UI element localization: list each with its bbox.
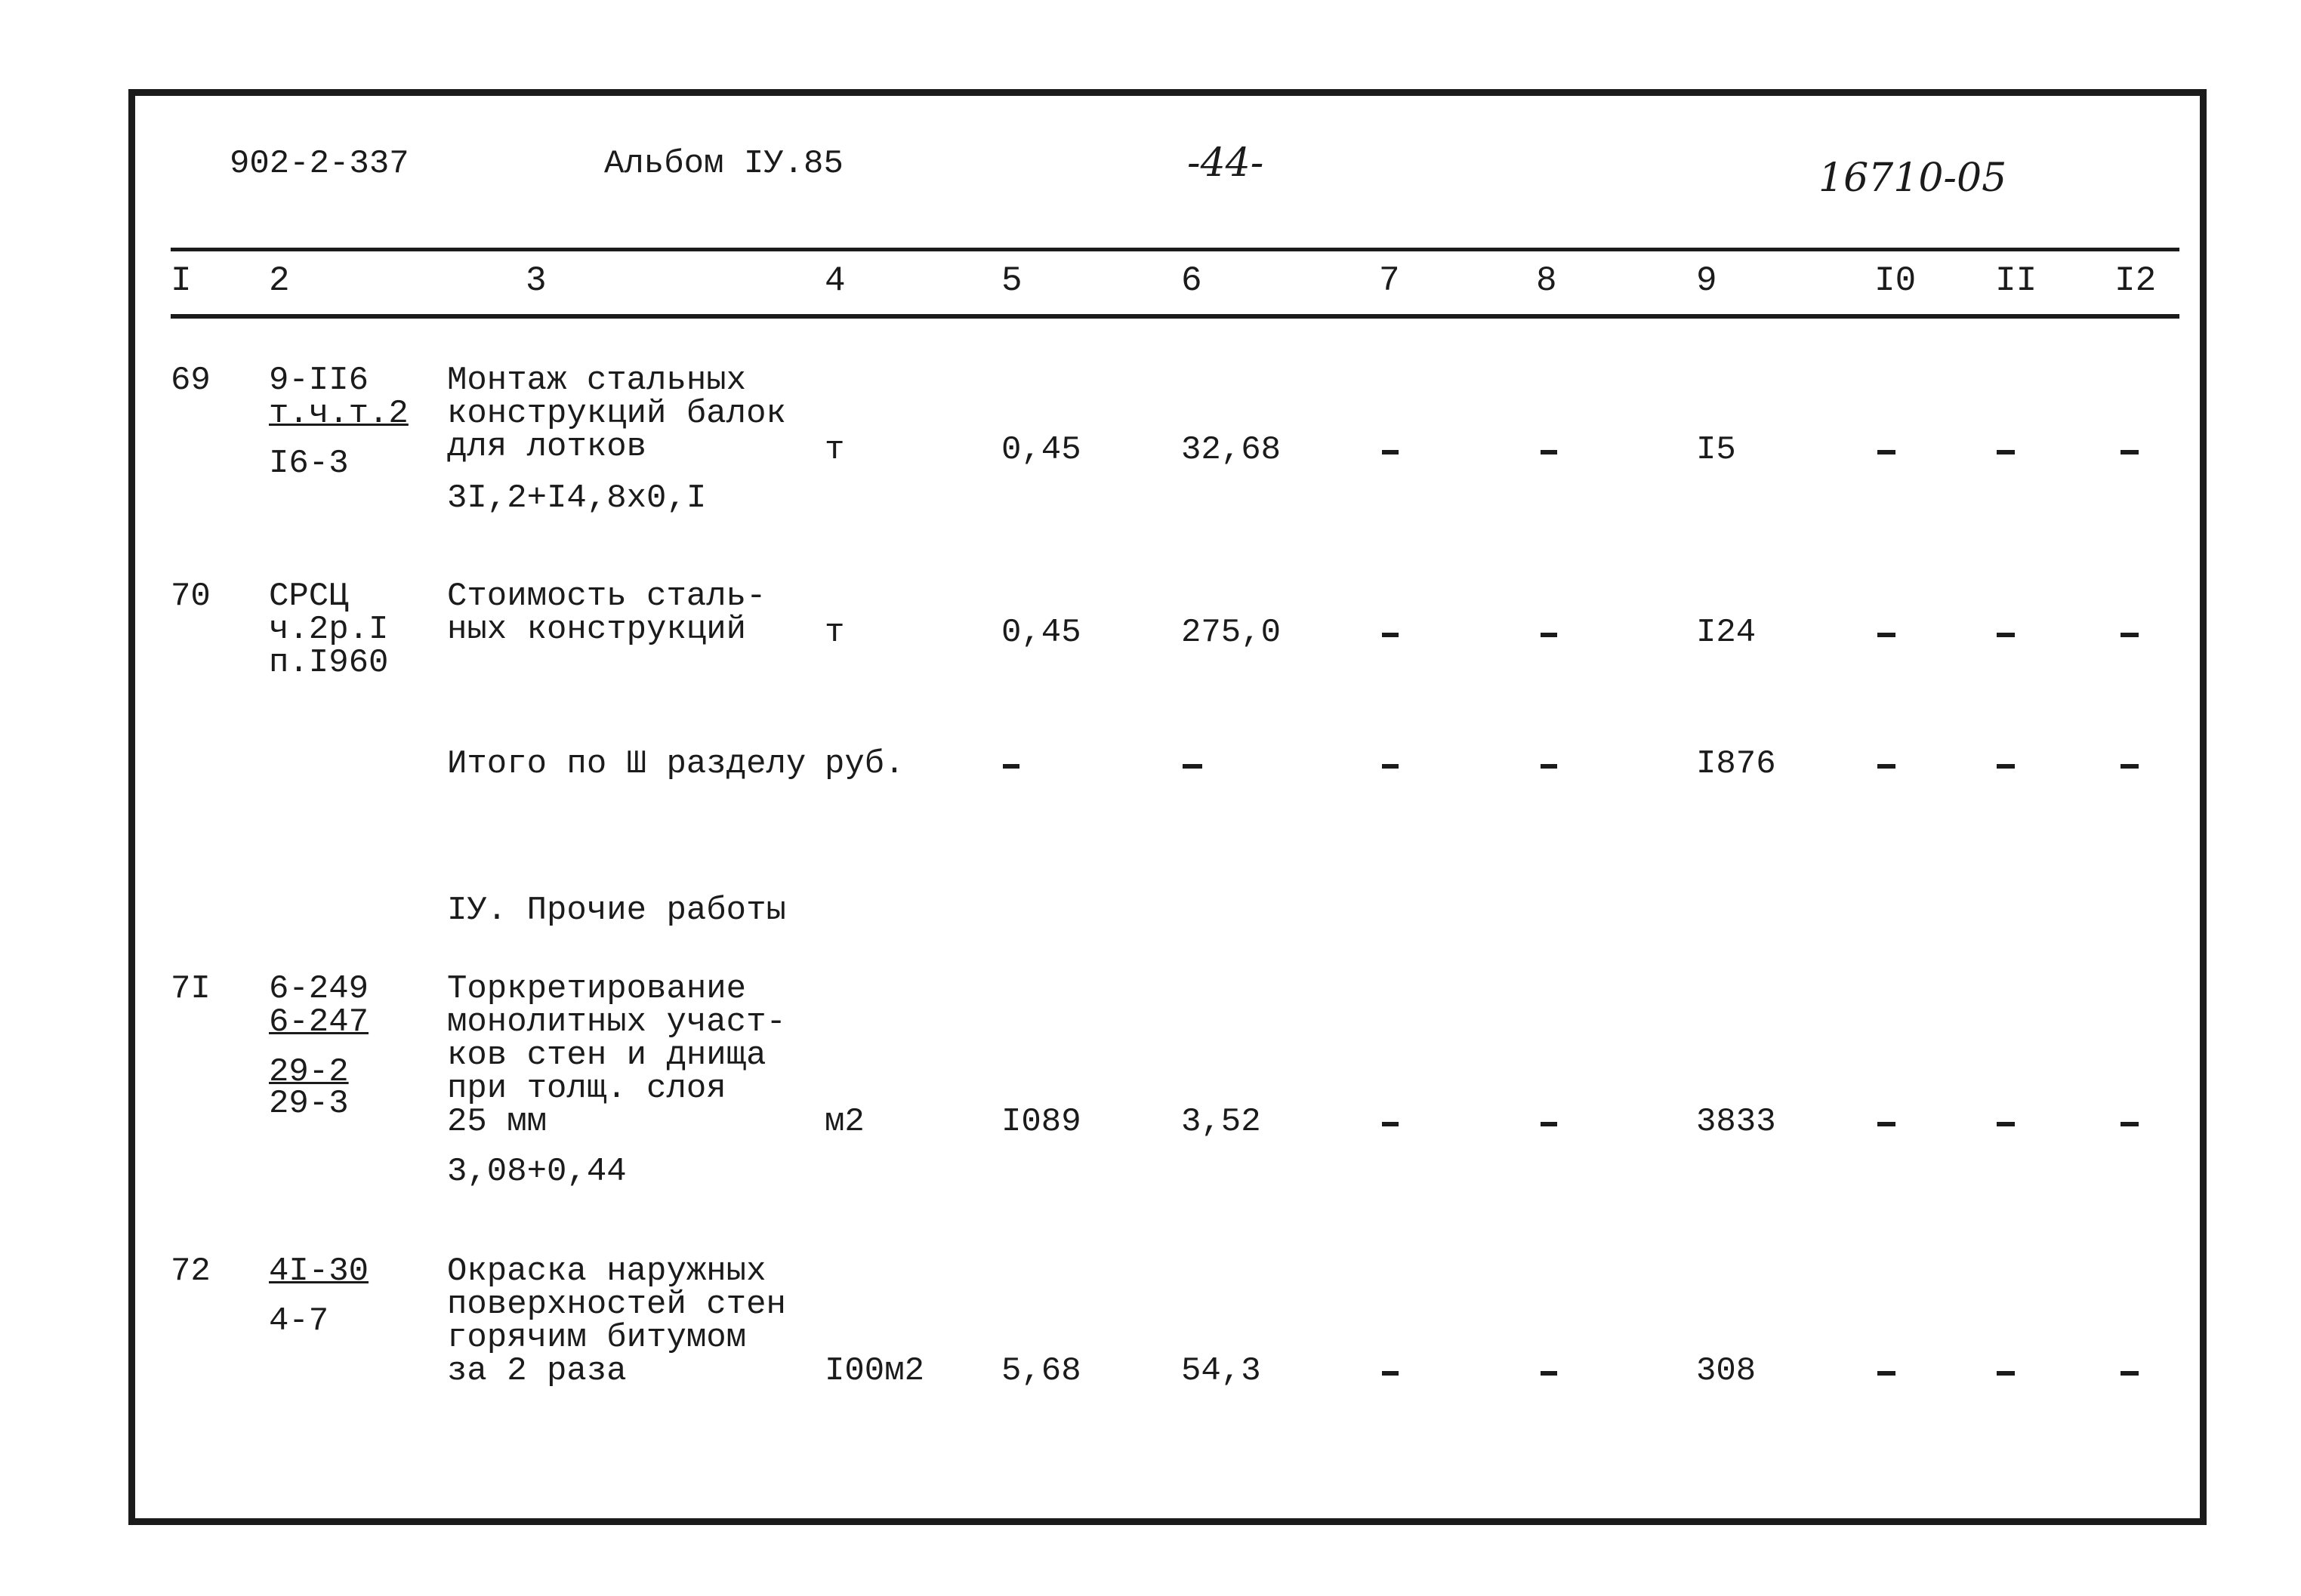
subtotal-label: Итого по Ш разделу	[447, 745, 807, 783]
code-line: СРСЦ	[269, 578, 349, 615]
desc-line: Торкретирование	[447, 970, 747, 1008]
unit: руб.	[825, 745, 905, 783]
dash-mark	[1997, 764, 2015, 769]
quantity: 5,68	[1001, 1352, 1081, 1390]
dash-mark	[1382, 1122, 1399, 1126]
unit-price: 275,0	[1181, 614, 1282, 652]
desc-line: горячим битумом	[447, 1319, 747, 1357]
quantity: I089	[1001, 1103, 1081, 1141]
dash-mark	[1877, 633, 1895, 637]
dash-mark	[1183, 764, 1202, 769]
unit: м2	[825, 1103, 865, 1141]
col-header-12: I2	[2114, 261, 2157, 300]
dash-mark	[1541, 633, 1557, 637]
unit: т	[825, 614, 845, 652]
unit: I00м2	[825, 1352, 925, 1390]
dash-mark	[1541, 450, 1557, 454]
desc-line: ков стен и днища	[447, 1037, 766, 1074]
album-label: Альбом IУ.85	[604, 145, 844, 183]
desc-line: при толщ. слоя	[447, 1070, 726, 1108]
code-line: 9-II6	[269, 362, 369, 399]
code-line: 4-7	[269, 1302, 329, 1340]
code-line: т.ч.т.2	[269, 395, 409, 433]
dash-mark	[1541, 1371, 1557, 1376]
col-header-9: 9	[1696, 261, 1717, 300]
dash-mark	[2121, 1371, 2139, 1376]
page-number: -44-	[1187, 140, 1264, 186]
unit-price: 54,3	[1181, 1352, 1261, 1390]
col-header-5: 5	[1001, 261, 1022, 300]
dash-mark	[1382, 450, 1399, 454]
code-line: 29-3	[269, 1085, 349, 1123]
dash-mark	[1877, 1371, 1895, 1376]
code-line: 29-2	[269, 1053, 349, 1091]
dash-mark	[2121, 450, 2139, 454]
doc-code: 902-2-337	[230, 145, 409, 183]
dash-mark	[1997, 450, 2015, 454]
desc-line: ных конструкций	[447, 611, 747, 649]
col-header-10: I0	[1874, 261, 1917, 300]
dash-mark	[1997, 633, 2015, 637]
code-line: 6-247	[269, 1003, 369, 1041]
dash-mark	[1003, 764, 1019, 769]
row-number: 69	[171, 362, 211, 399]
dash-mark	[1382, 1371, 1399, 1376]
desc-line: Окраска наружных	[447, 1252, 766, 1290]
dash-mark	[1997, 1371, 2015, 1376]
desc-line: Стоимость сталь-	[447, 578, 766, 615]
stamp-number: 16710-05	[1818, 156, 2007, 201]
section-title: IУ. Прочие работы	[447, 892, 786, 929]
unit-price: 32,68	[1181, 431, 1282, 469]
desc-line: за 2 раза	[447, 1352, 627, 1390]
code-line: ч.2р.I	[269, 611, 389, 649]
total-value: 3833	[1696, 1103, 1776, 1141]
col-header-6: 6	[1181, 261, 1202, 300]
code-line: п.I960	[269, 644, 389, 682]
desc-line: для лотков	[447, 428, 647, 466]
col-header-11: II	[1995, 261, 2037, 300]
col-header-8: 8	[1536, 261, 1557, 300]
formula: 3,08+0,44	[447, 1153, 627, 1191]
total-value: I876	[1696, 745, 1776, 783]
desc-line: конструкций балок	[447, 395, 786, 433]
row-number: 70	[171, 578, 211, 615]
dash-mark	[1382, 633, 1399, 637]
total-value: 308	[1696, 1352, 1757, 1390]
total-value: I5	[1696, 431, 1736, 469]
desc-line: 25 мм	[447, 1103, 547, 1141]
dash-mark	[1382, 764, 1399, 769]
col-header-7: 7	[1379, 261, 1400, 300]
dash-mark	[2121, 1122, 2139, 1126]
unit: т	[825, 431, 845, 469]
row-number: 72	[171, 1252, 211, 1290]
col-header-3: 3	[526, 261, 547, 300]
unit-price: 3,52	[1181, 1103, 1261, 1141]
header-rule-bottom	[171, 314, 2179, 319]
col-header-1: I	[171, 261, 192, 300]
code-line: 6-249	[269, 970, 369, 1008]
formula: 3I,2+I4,8x0,I	[447, 479, 707, 517]
quantity: 0,45	[1001, 614, 1081, 652]
dash-mark	[1877, 450, 1895, 454]
dash-mark	[2121, 764, 2139, 769]
code-line: 4I-30	[269, 1252, 369, 1290]
dash-mark	[2121, 633, 2139, 637]
desc-line: поверхностей стен	[447, 1286, 786, 1323]
desc-line: монолитных участ-	[447, 1003, 786, 1041]
desc-line: Монтаж стальных	[447, 362, 747, 399]
dash-mark	[1877, 1122, 1895, 1126]
dash-mark	[1997, 1122, 2015, 1126]
total-value: I24	[1696, 614, 1757, 652]
dash-mark	[1541, 1122, 1557, 1126]
header-rule-top	[171, 248, 2179, 251]
quantity: 0,45	[1001, 431, 1081, 469]
row-number: 7I	[171, 970, 211, 1008]
dash-mark	[1541, 764, 1557, 769]
page-frame	[128, 89, 2207, 1525]
code-line: I6-3	[269, 445, 349, 482]
col-header-2: 2	[269, 261, 290, 300]
dash-mark	[1877, 764, 1895, 769]
col-header-4: 4	[825, 261, 846, 300]
